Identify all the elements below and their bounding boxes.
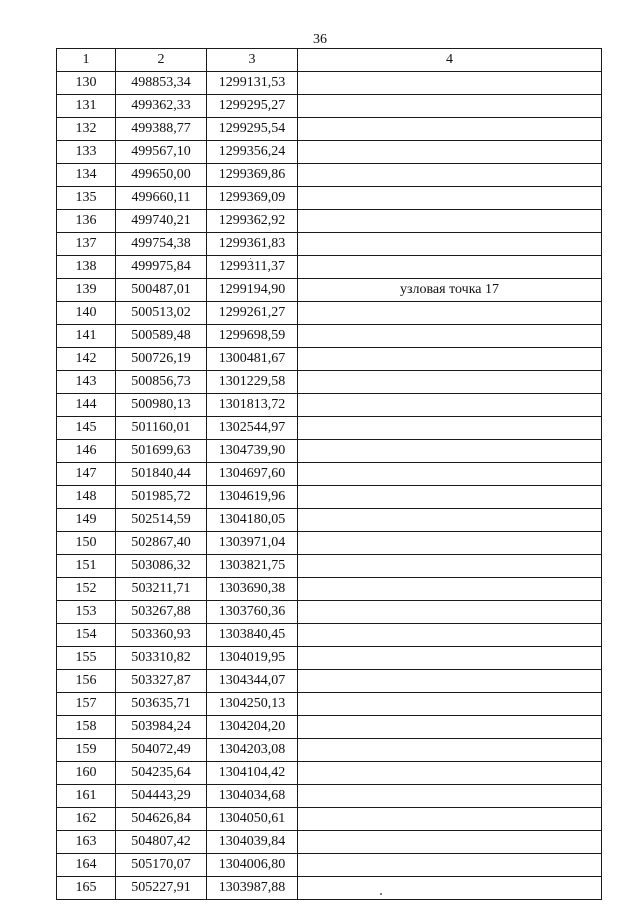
table-row xyxy=(57,118,602,141)
x-coordinate-cell: 503327,87 xyxy=(116,670,207,693)
y-coordinate-cell: 1303760,36 xyxy=(207,601,298,624)
y-coordinate-cell: 1301229,58 xyxy=(207,371,298,394)
scan-speck xyxy=(380,893,382,895)
x-coordinate-cell: 499650,00 xyxy=(116,164,207,187)
y-coordinate-cell: 1304180,05 xyxy=(207,509,298,532)
table-row xyxy=(57,716,602,739)
x-coordinate-cell: 505227,91 xyxy=(116,877,207,900)
y-coordinate-cell: 1304204,20 xyxy=(207,716,298,739)
x-coordinate-cell: 503310,82 xyxy=(116,647,207,670)
note-cell xyxy=(298,762,602,785)
x-coordinate-cell: 504235,64 xyxy=(116,762,207,785)
note-cell xyxy=(298,417,602,440)
x-coordinate-cell: 499388,77 xyxy=(116,118,207,141)
note-cell xyxy=(298,509,602,532)
table-row xyxy=(57,187,602,210)
y-coordinate-cell: 1299356,24 xyxy=(207,141,298,164)
point-number-cell: 164 xyxy=(57,854,116,877)
y-coordinate-cell: 1299369,86 xyxy=(207,164,298,187)
column-header-4: 4 xyxy=(298,49,602,72)
x-coordinate-cell: 500856,73 xyxy=(116,371,207,394)
table-row xyxy=(57,440,602,463)
note-cell: узловая точка 17 xyxy=(298,279,602,302)
y-coordinate-cell: 1303971,04 xyxy=(207,532,298,555)
table-row xyxy=(57,601,602,624)
point-number-cell: 157 xyxy=(57,693,116,716)
note-cell xyxy=(298,118,602,141)
x-coordinate-cell: 503984,24 xyxy=(116,716,207,739)
x-coordinate-cell: 504626,84 xyxy=(116,808,207,831)
table-row xyxy=(57,371,602,394)
x-coordinate-cell: 499975,84 xyxy=(116,256,207,279)
note-cell xyxy=(298,808,602,831)
point-number-cell: 140 xyxy=(57,302,116,325)
x-coordinate-cell: 503360,93 xyxy=(116,624,207,647)
table-row xyxy=(57,831,602,854)
y-coordinate-cell: 1304203,08 xyxy=(207,739,298,762)
table-row xyxy=(57,578,602,601)
y-coordinate-cell: 1299295,27 xyxy=(207,95,298,118)
y-coordinate-cell: 1299131,53 xyxy=(207,72,298,95)
y-coordinate-cell: 1304739,90 xyxy=(207,440,298,463)
x-coordinate-cell: 502867,40 xyxy=(116,532,207,555)
note-cell xyxy=(298,532,602,555)
table-row xyxy=(57,693,602,716)
table-row xyxy=(57,785,602,808)
point-number-cell: 162 xyxy=(57,808,116,831)
y-coordinate-cell: 1304344,07 xyxy=(207,670,298,693)
x-coordinate-cell: 499567,10 xyxy=(116,141,207,164)
point-number-cell: 131 xyxy=(57,95,116,118)
y-coordinate-cell: 1299361,83 xyxy=(207,233,298,256)
x-coordinate-cell: 504443,29 xyxy=(116,785,207,808)
note-cell xyxy=(298,624,602,647)
table-row xyxy=(57,279,602,302)
note-cell xyxy=(298,785,602,808)
table-row xyxy=(57,762,602,785)
table-row xyxy=(57,555,602,578)
table-row xyxy=(57,624,602,647)
y-coordinate-cell: 1301813,72 xyxy=(207,394,298,417)
table-row xyxy=(57,233,602,256)
y-coordinate-cell: 1304006,80 xyxy=(207,854,298,877)
table-row xyxy=(57,739,602,762)
note-cell xyxy=(298,831,602,854)
point-number-cell: 152 xyxy=(57,578,116,601)
y-coordinate-cell: 1299362,92 xyxy=(207,210,298,233)
y-coordinate-cell: 1303821,75 xyxy=(207,555,298,578)
y-coordinate-cell: 1304104,42 xyxy=(207,762,298,785)
point-number-cell: 148 xyxy=(57,486,116,509)
note-cell xyxy=(298,601,602,624)
point-number-cell: 154 xyxy=(57,624,116,647)
note-cell xyxy=(298,486,602,509)
point-number-cell: 135 xyxy=(57,187,116,210)
x-coordinate-cell: 500589,48 xyxy=(116,325,207,348)
x-coordinate-cell: 502514,59 xyxy=(116,509,207,532)
x-coordinate-cell: 500726,19 xyxy=(116,348,207,371)
point-number-cell: 138 xyxy=(57,256,116,279)
note-cell xyxy=(298,440,602,463)
x-coordinate-cell: 503211,71 xyxy=(116,578,207,601)
x-coordinate-cell: 503086,32 xyxy=(116,555,207,578)
point-number-cell: 144 xyxy=(57,394,116,417)
table-row xyxy=(57,509,602,532)
table-row xyxy=(57,808,602,831)
point-number-cell: 163 xyxy=(57,831,116,854)
x-coordinate-cell: 500513,02 xyxy=(116,302,207,325)
note-cell xyxy=(298,256,602,279)
x-coordinate-cell: 501160,01 xyxy=(116,417,207,440)
point-number-cell: 132 xyxy=(57,118,116,141)
table-row xyxy=(57,141,602,164)
y-coordinate-cell: 1299369,09 xyxy=(207,187,298,210)
point-number-cell: 151 xyxy=(57,555,116,578)
table-row xyxy=(57,325,602,348)
x-coordinate-cell: 503635,71 xyxy=(116,693,207,716)
table-row xyxy=(57,394,602,417)
x-coordinate-cell: 499362,33 xyxy=(116,95,207,118)
point-number-cell: 153 xyxy=(57,601,116,624)
x-coordinate-cell: 501840,44 xyxy=(116,463,207,486)
note-cell xyxy=(298,95,602,118)
table-row xyxy=(57,95,602,118)
table-row xyxy=(57,463,602,486)
point-number-cell: 147 xyxy=(57,463,116,486)
y-coordinate-cell: 1299194,90 xyxy=(207,279,298,302)
note-cell xyxy=(298,578,602,601)
note-cell xyxy=(298,325,602,348)
note-cell xyxy=(298,348,602,371)
x-coordinate-cell: 499740,21 xyxy=(116,210,207,233)
table-header-row xyxy=(57,49,602,72)
note-cell xyxy=(298,394,602,417)
y-coordinate-cell: 1304034,68 xyxy=(207,785,298,808)
point-number-cell: 165 xyxy=(57,877,116,900)
point-number-cell: 160 xyxy=(57,762,116,785)
page-number: 36 xyxy=(313,32,327,47)
x-coordinate-cell: 503267,88 xyxy=(116,601,207,624)
table-row xyxy=(57,670,602,693)
y-coordinate-cell: 1299311,37 xyxy=(207,256,298,279)
note-cell xyxy=(298,739,602,762)
column-header-2: 2 xyxy=(116,49,207,72)
table-row xyxy=(57,210,602,233)
table-row xyxy=(57,164,602,187)
table-row xyxy=(57,647,602,670)
point-number-cell: 156 xyxy=(57,670,116,693)
table-row xyxy=(57,302,602,325)
point-number-cell: 149 xyxy=(57,509,116,532)
point-number-cell: 133 xyxy=(57,141,116,164)
note-cell xyxy=(298,555,602,578)
note-cell xyxy=(298,716,602,739)
note-cell xyxy=(298,164,602,187)
point-number-cell: 141 xyxy=(57,325,116,348)
scan-speck xyxy=(250,258,251,259)
y-coordinate-cell: 1303690,38 xyxy=(207,578,298,601)
x-coordinate-cell: 505170,07 xyxy=(116,854,207,877)
x-coordinate-cell: 504807,42 xyxy=(116,831,207,854)
y-coordinate-cell: 1304039,84 xyxy=(207,831,298,854)
point-number-cell: 158 xyxy=(57,716,116,739)
coordinates-table xyxy=(56,48,602,900)
point-number-cell: 146 xyxy=(57,440,116,463)
note-cell xyxy=(298,302,602,325)
table-row xyxy=(57,486,602,509)
point-number-cell: 139 xyxy=(57,279,116,302)
note-cell xyxy=(298,647,602,670)
note-cell xyxy=(298,371,602,394)
x-coordinate-cell: 501985,72 xyxy=(116,486,207,509)
point-number-cell: 137 xyxy=(57,233,116,256)
note-cell xyxy=(298,854,602,877)
note-cell xyxy=(298,693,602,716)
point-number-cell: 136 xyxy=(57,210,116,233)
y-coordinate-cell: 1299295,54 xyxy=(207,118,298,141)
x-coordinate-cell: 501699,63 xyxy=(116,440,207,463)
point-number-cell: 150 xyxy=(57,532,116,555)
point-number-cell: 159 xyxy=(57,739,116,762)
note-cell xyxy=(298,877,602,900)
note-cell xyxy=(298,72,602,95)
table-row xyxy=(57,256,602,279)
y-coordinate-cell: 1304019,95 xyxy=(207,647,298,670)
x-coordinate-cell: 499754,38 xyxy=(116,233,207,256)
y-coordinate-cell: 1304250,13 xyxy=(207,693,298,716)
table-row xyxy=(57,348,602,371)
x-coordinate-cell: 498853,34 xyxy=(116,72,207,95)
x-coordinate-cell: 499660,11 xyxy=(116,187,207,210)
table-row xyxy=(57,854,602,877)
x-coordinate-cell: 504072,49 xyxy=(116,739,207,762)
note-cell xyxy=(298,233,602,256)
x-coordinate-cell: 500487,01 xyxy=(116,279,207,302)
note-cell xyxy=(298,210,602,233)
x-coordinate-cell: 500980,13 xyxy=(116,394,207,417)
table-row xyxy=(57,532,602,555)
note-cell xyxy=(298,670,602,693)
y-coordinate-cell: 1304050,61 xyxy=(207,808,298,831)
note-cell xyxy=(298,187,602,210)
table-row xyxy=(57,417,602,440)
y-coordinate-cell: 1303987,88 xyxy=(207,877,298,900)
y-coordinate-cell: 1302544,97 xyxy=(207,417,298,440)
point-number-cell: 161 xyxy=(57,785,116,808)
point-number-cell: 134 xyxy=(57,164,116,187)
point-number-cell: 145 xyxy=(57,417,116,440)
note-cell xyxy=(298,463,602,486)
y-coordinate-cell: 1304697,60 xyxy=(207,463,298,486)
table-row xyxy=(57,72,602,95)
point-number-cell: 130 xyxy=(57,72,116,95)
table-row xyxy=(57,877,602,900)
y-coordinate-cell: 1299698,59 xyxy=(207,325,298,348)
point-number-cell: 143 xyxy=(57,371,116,394)
column-header-3: 3 xyxy=(207,49,298,72)
table-body xyxy=(57,72,602,900)
y-coordinate-cell: 1300481,67 xyxy=(207,348,298,371)
y-coordinate-cell: 1299261,27 xyxy=(207,302,298,325)
note-cell xyxy=(298,141,602,164)
column-header-1: 1 xyxy=(57,49,116,72)
y-coordinate-cell: 1304619,96 xyxy=(207,486,298,509)
point-number-cell: 142 xyxy=(57,348,116,371)
point-number-cell: 155 xyxy=(57,647,116,670)
y-coordinate-cell: 1303840,45 xyxy=(207,624,298,647)
